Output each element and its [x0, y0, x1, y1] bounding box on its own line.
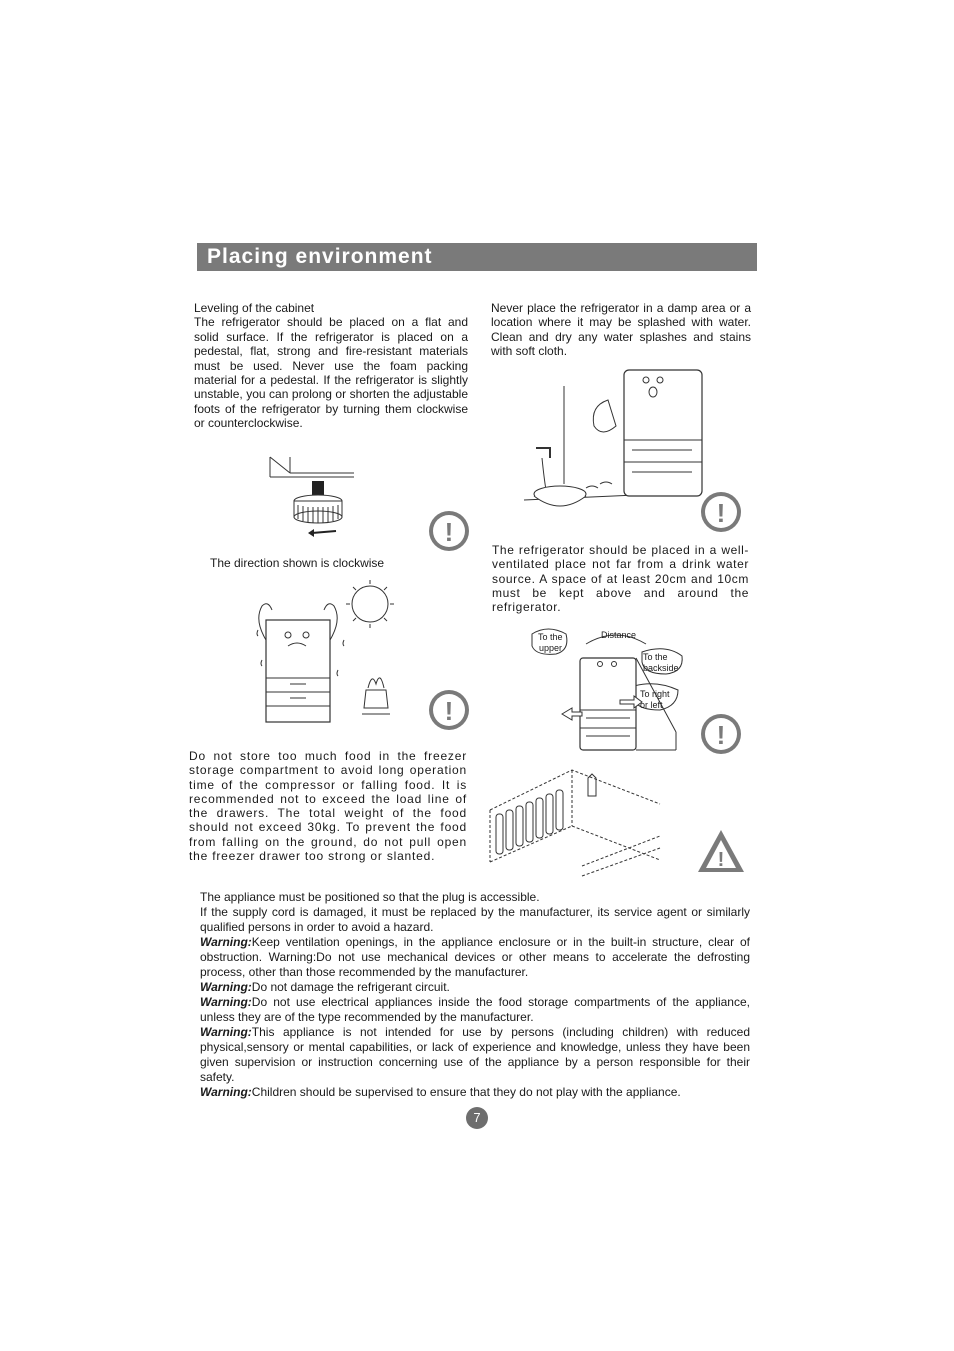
plug-accessible-text: The appliance must be positioned so that the plug is accessible. — [200, 890, 540, 904]
food-storage-section — [189, 749, 467, 863]
warning-triangle-icon — [696, 828, 746, 874]
warning-electrical: Warning:Do not use electrical appliances inside the food storage compartments of the appliance, unless they are of the type recommended by the manufacturer. — [200, 995, 750, 1024]
backside-label-line2: backside — [643, 663, 679, 673]
fridge-in-sun-illustration — [250, 580, 400, 730]
section-title-bar — [197, 243, 757, 271]
leveling-body: The refrigerator should be placed on a flat and solid surface. If the refrigerator is placed on a pedestal, flat, strong and fire-resistant materials must be used. Never use the foam packing material for a pedestal. If the refrigerator is slightly unstable, you can prolong or shorten the adjustable foots of the refrigerator by turning them clockwise or counterclockwise. — [194, 315, 468, 431]
exclamation-glyph: ! — [716, 720, 726, 750]
warning-refrigerant: Warning:Do not damage the refrigerant circuit. — [200, 980, 450, 994]
exclamation-circle-icon — [699, 712, 743, 756]
exclamation-glyph: ! — [444, 517, 454, 547]
page-title: Placing environment — [207, 245, 433, 268]
adjustable-foot-illustration — [268, 455, 358, 540]
upper-label-line1: To the — [538, 632, 563, 642]
supply-cord-text: If the supply cord is damaged, it must be replaced by the manufacturer, its service agent or similarly qualified persons in order to avoid a hazard. — [200, 905, 750, 934]
backside-label-line1: To the — [643, 652, 668, 662]
warning-children: Warning:Children should be supervised to ensure that they do not play with the appliance. — [200, 1085, 681, 1099]
ventilation-section — [492, 543, 749, 614]
fridge-near-water-illustration — [516, 366, 706, 516]
exclamation-circle-icon — [427, 688, 471, 732]
side-label-line1: To right — [640, 689, 670, 699]
damp-area-section — [491, 301, 751, 359]
warning-label: Warning: — [200, 995, 252, 1009]
damp-area-body: Never place the refrigerator in a damp area or a location where it may be splashed with water. Clean and dry any water splashes and stains with soft cloth. — [491, 301, 751, 359]
warning-label: Warning: — [200, 1085, 252, 1099]
side-label-line2: or left — [640, 700, 663, 710]
direction-caption: The direction shown is clockwise — [210, 556, 385, 570]
exclamation-glyph: ! — [444, 696, 454, 726]
warning-glyph: ! — [717, 849, 725, 871]
upper-label-line2: upper — [539, 643, 563, 653]
exclamation-circle-icon — [427, 509, 471, 553]
distance-label: Distance — [601, 630, 637, 640]
ventilation-body: The refrigerator should be placed in a well-ventilated place not far from a drink water source. A space of at least 20cm and 10cm must be kept above and around the refrigerator. — [492, 543, 749, 615]
food-storage-body: Do not store too much food in the freezer storage compartment to avoid long operation time of the compressor or falling food. It is recommended not to exceed the load line of the drawers. The total weight of the food should not exceed 30kg. To prevent the food from falling on the ground, do not pull open the freezer drawer too strong or slanted. — [189, 749, 467, 864]
leveling-heading: Leveling of the cabinet — [194, 301, 315, 315]
safety-warnings — [200, 890, 750, 1100]
page-number: 7 — [466, 1107, 488, 1129]
freezer-drawer-illustration — [488, 766, 663, 878]
leveling-section — [194, 301, 468, 431]
warning-capabilities: Warning:This appliance is not intended for use by persons (including children) with reduced physical,sensory or mental capabilities, or lack of experience and knowledge, unless they have been given supervision or instruction concerning use of the appliance by a person responsible for their safety. — [200, 1025, 750, 1084]
exclamation-glyph: ! — [716, 498, 726, 528]
warning-ventilation: Warning:Keep ventilation openings, in the appliance enclosure or in the built-in structure, clear of obstruction. Warning:Do not use mechanical devices or other means to accelerate the defrosting process, other than those recommended by the manufacturer. — [200, 935, 750, 979]
warning-label: Warning: — [200, 980, 252, 994]
warning-label: Warning: — [200, 1025, 252, 1039]
exclamation-circle-icon — [699, 490, 743, 534]
warning-label: Warning: — [200, 935, 252, 949]
